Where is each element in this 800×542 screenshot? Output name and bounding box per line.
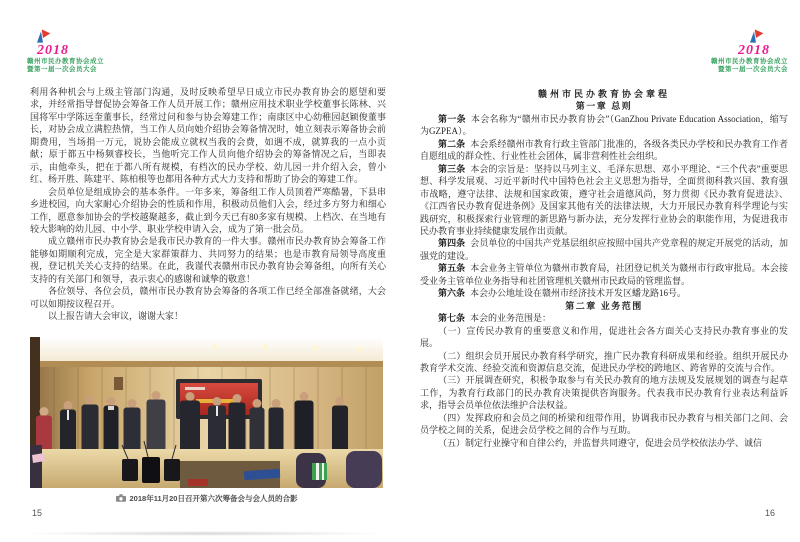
article-text: 本会的业务范围是： (470, 313, 552, 324)
page-edge-shadow (18, 531, 388, 536)
charter-title: 赣州市民办教育协会章程 (537, 89, 670, 99)
event-logo (678, 28, 788, 74)
chapter-heading-1: 第一章 总则 (575, 101, 633, 112)
body-paragraph: 利用各种机会与上级主管部门沟通，及时反映希望早日成立市民办教育协会的愿望和要求，并经常指导督促协会筹备工作人员开展工作；赣州应用技术职业学校董事长陈林、兴国将军中学陈远奎董事长，经常过问和参与协会筹建工作；南康区中心幼稚园赵颖俊董事长，对协会成立满腔热情，当工作人员向她介绍协会筹备情况时，她立刻表示筹备协会前期费用，当场捐一万元，说协会能成立就权当我的会费，如遇不成，就算我的一点小贡献；原于都五中杨频睿校长，当他听完工作人员向他介绍协会的筹备情况之后，当即表示，由他牵头，把在于都八所有规模，有档次的民办学校、幼儿园一并介绍入会，曾小红、杨开胜、陈建平、陈柏根等也都用各种方式大力支持和帮助了协会的筹建工作。 (30, 87, 386, 185)
charter-list-item: （四）发挥政府和会员之间的桥梁和纽带作用，协调我市民办教育与相关部门之间、会员学校之间的关系，促进会员学校之间的合作与互助。 (420, 412, 788, 436)
article-text: 本会系经赣州市教育行政主管部门批准的，各级各类民办学校和民办教育工作者自愿组成的群众性、行业性社会团体，属非营利性社会组织。 (420, 138, 788, 162)
flag-icon (748, 28, 764, 44)
charter-article (420, 262, 788, 287)
charter-article (420, 287, 788, 299)
article-text: 本会名称为“赣州市民办教育协会”（GanZhou Private Education Association，缩写为GZPEA）。 (420, 113, 788, 137)
group-photo (30, 337, 383, 488)
body-paragraph: 会员单位是组成协会的基本条件。一年多来，筹备组工作人员顶着严寒酷暑，下县串乡进校园，向大家耐心介绍协会的性质和作用，积极动员他们入会，经过多方努力和细心工作，愿意参加协会的学校越聚越多，截止到今天已有80多家有规模、上档次、在当地有较大影响的幼儿园、中小学、职业学校申请入会，成为了第一批会员。 (30, 186, 386, 234)
body-paragraph: 各位领导、各位会员，赣州市民办教育协会筹备的各项工作已经全部准备就绪，大会可以如期按议程召开。 (30, 286, 386, 309)
chapter-heading-2: 第二章 业务范围 (565, 300, 643, 311)
article-label: 第二条 (438, 138, 466, 149)
logo-subtitle-1: 赣州市民办教育协会成立 (711, 58, 788, 65)
charter-text (420, 88, 788, 449)
logo-year: 2018 (37, 43, 69, 58)
charter-article (420, 138, 788, 163)
charter-list-item: （二）组织会员开展民办教育科学研究，推广民办教育科研成果和经验。组织开展民办教育学术交流、经验交流和资源信息交流，促进民办学校的跨地区、跨省界的交流与合作。 (420, 350, 788, 373)
charter-article (420, 113, 788, 138)
logo-subtitle-1: 赣州市民办教育协会成立 (27, 58, 104, 65)
charter-article (420, 312, 788, 324)
article-label: 第五条 (438, 263, 466, 274)
logo-year: 2018 (738, 43, 770, 58)
article-text: 本会业务主管单位为赣州市教育局，社团登记机关为赣州市行政审批局。本会接受业务主管单位业务指导和社团管理机关赣州市民政局的管理监督。 (420, 263, 788, 286)
photo-caption (30, 493, 383, 504)
charter-list-item: （五）制定行业操守和自律公约，并监督共同遵守，促进会员学校依法办学、诚信 (438, 437, 763, 448)
camera-icon (116, 494, 126, 502)
flag-icon (35, 28, 51, 44)
charter-article (420, 237, 788, 262)
charter-list-item: （三）开展调查研究，积极争取参与有关民办教育的地方法规及发展规划的调查与起草工作，为教育行政部门的民办教育决策提供咨询服务。代表我市民办教育行业表达利益诉求，指导会员单位依法维护合法权益。 (420, 375, 788, 411)
article-text: 本会的宗旨是：坚持以马列主义、毛泽东思想、邓小平理论、“三个代表”重要思想、科学发展观、习近平新时代中国特色社会主义思想为指导，全面贯彻科教兴国、教育强市战略，遵守法律、法规和国家政策，遵守社会道德风尚，努力贯彻《民办教育促进法》、《江西省民办教育促进条例》及国家其他有关的法律法规，大力开展民办教育科学理论与实践研究，积极探索行业管理的新思路与新办法，充分发挥行业协会的职能作用，为促进我市民办教育事业持续健康发展作出贡献。 (420, 163, 788, 236)
article-label: 第四条 (438, 238, 466, 249)
left-body-text (30, 86, 386, 323)
photo-caption-text: 2018年11月20日召开第六次筹备会与会人员的合影 (129, 494, 298, 503)
body-paragraph: 以上报告请大会审议，谢谢大家！ (48, 311, 184, 322)
body-paragraph: 成立赣州市民办教育协会是我市民办教育的一件大事。赣州市民办教育协会筹备工作能够如期顺利完成，完全是大家群策群力、共同努力的结果；也是市教育局领导高度重视，登记机关关心支持的结果。在此，我谨代表赣州市民办教育协会筹备组，向所有关心支持的有关部门和领导，表示衷心的感谢和诚挚的敬意！ (30, 236, 386, 284)
group-photo-scene (30, 337, 383, 488)
article-label: 第一条 (438, 113, 466, 124)
event-logo (27, 28, 137, 74)
logo-subtitle-2: 暨第一届一次会员大会 (718, 66, 788, 73)
article-label: 第七条 (438, 313, 466, 324)
page-number-right: 16 (764, 508, 775, 518)
page-number-left: 15 (32, 508, 43, 518)
article-label: 第三条 (438, 163, 466, 174)
charter-article (420, 163, 788, 238)
logo-subtitle-2: 暨第一届一次会员大会 (27, 66, 97, 73)
article-label: 第六条 (438, 288, 466, 299)
charter-list-item: （一）宣传民办教育的重要意义和作用，促进社会各方面关心支持民办教育事业的发展。 (420, 325, 788, 349)
article-text: 本会办公地址设在赣州市经济技术开发区蟠龙路16号。 (470, 288, 687, 299)
article-text: 会员单位的中国共产党基层组织应按照中国共产党章程的规定开展党的活动，加强党的建设。 (420, 238, 788, 261)
